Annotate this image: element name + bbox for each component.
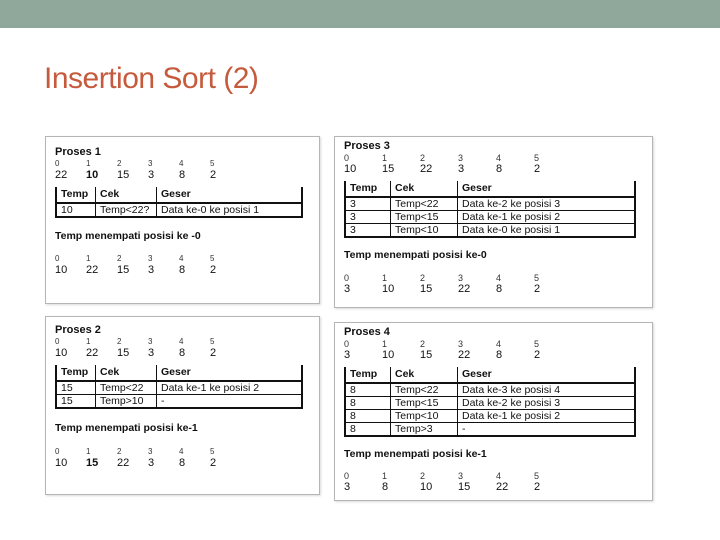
index-cell: 1: [86, 254, 91, 263]
index-cell: 5: [210, 447, 215, 456]
value-cell: 2: [534, 481, 541, 493]
cek-cell: Temp<15: [391, 397, 458, 410]
value-cell: 15: [117, 347, 130, 359]
value-cell: 10: [55, 264, 68, 276]
temp-cell: 8: [345, 410, 391, 423]
index-cell: 5: [534, 153, 540, 163]
temp-cell: 8: [345, 397, 391, 410]
array-before-row: [344, 163, 636, 175]
col-cek: Cek: [391, 367, 458, 383]
array-after-row: [55, 264, 303, 276]
index-cell: 2: [420, 339, 426, 349]
value-cell: 22: [117, 457, 130, 469]
index-row: [55, 253, 303, 264]
index-cell: 3: [148, 159, 153, 168]
value-cell-highlight: 15: [86, 457, 99, 469]
table-row: [56, 203, 302, 217]
index-cell: 4: [179, 254, 184, 263]
index-cell: 0: [344, 471, 350, 481]
value-cell: 22: [496, 481, 509, 493]
table-row: [345, 197, 635, 211]
cek-cell: Temp>3: [391, 423, 458, 437]
col-temp: Temp: [56, 365, 96, 381]
index-cell: 5: [534, 273, 540, 283]
index-cell: 3: [458, 273, 464, 283]
temp-cell: 3: [345, 224, 391, 238]
geser-cell: -: [157, 395, 303, 409]
table-row: [345, 410, 635, 423]
value-cell: 22: [458, 349, 471, 361]
index-cell: 1: [86, 337, 91, 346]
table-row: [345, 224, 635, 238]
cek-cell: Temp<22: [96, 381, 157, 395]
table-row: [345, 423, 635, 437]
index-cell: 4: [496, 273, 502, 283]
index-cell: 0: [344, 273, 350, 283]
cek-cell: Temp<22: [391, 197, 458, 211]
index-cell: 1: [382, 273, 388, 283]
value-cell: 2: [210, 457, 217, 469]
value-cell: 3: [458, 163, 465, 175]
geser-cell: Data ke-1 ke posisi 2: [458, 211, 636, 224]
array-after-row: [55, 457, 303, 469]
index-cell: 3: [148, 337, 153, 346]
index-cell: 0: [55, 159, 60, 168]
value-cell: 10: [344, 163, 357, 175]
value-cell: 15: [420, 283, 433, 295]
index-cell: 5: [210, 254, 215, 263]
value-cell: 10: [55, 457, 68, 469]
value-cell-highlight: 10: [86, 169, 99, 181]
array-before-row: [55, 169, 303, 181]
slide-title: Insertion Sort (2): [44, 62, 259, 95]
process-title: Proses 4: [344, 326, 390, 338]
steps-table: [55, 187, 303, 218]
value-cell: 3: [148, 347, 155, 359]
index-row: [55, 158, 303, 169]
value-cell: 8: [496, 349, 503, 361]
geser-cell: Data ke-1 ke posisi 2: [458, 410, 636, 423]
geser-cell: Data ke-3 ke posisi 4: [458, 383, 636, 397]
temp-cell: 10: [56, 203, 96, 217]
cek-cell: Temp<22?: [96, 203, 157, 217]
table-row: [56, 381, 302, 395]
value-cell: 2: [210, 264, 217, 276]
value-cell: 8: [179, 347, 186, 359]
index-cell: 5: [210, 159, 215, 168]
geser-cell: Data ke-2 ke posisi 3: [458, 397, 636, 410]
temp-cell: 15: [56, 395, 96, 409]
value-cell: 8: [179, 169, 186, 181]
index-cell: 1: [382, 339, 388, 349]
value-cell: 22: [420, 163, 433, 175]
conclusion-text: Temp menempati posisi ke-1: [344, 448, 487, 460]
index-cell: 5: [534, 471, 540, 481]
process-title: Proses 3: [344, 140, 390, 152]
index-row: [55, 336, 303, 347]
value-cell: 22: [458, 283, 471, 295]
index-cell: 0: [55, 254, 60, 263]
value-cell: 10: [382, 283, 395, 295]
index-cell: 2: [117, 337, 122, 346]
table-row: [56, 395, 302, 409]
table-header-row: [56, 365, 302, 381]
array-after-row: [344, 283, 636, 295]
cek-cell: Temp<10: [391, 410, 458, 423]
index-row: [344, 152, 636, 163]
value-cell: 22: [86, 347, 99, 359]
index-cell: 0: [344, 339, 350, 349]
index-cell: 2: [420, 273, 426, 283]
col-temp: Temp: [56, 187, 96, 203]
value-cell: 8: [179, 457, 186, 469]
value-cell: 2: [534, 283, 541, 295]
index-row: [55, 446, 303, 457]
index-cell: 0: [344, 153, 350, 163]
value-cell: 15: [420, 349, 433, 361]
value-cell: 15: [117, 169, 130, 181]
index-cell: 0: [55, 337, 60, 346]
col-temp: Temp: [345, 181, 391, 197]
col-geser: Geser: [458, 367, 636, 383]
value-cell: 15: [117, 264, 130, 276]
table-row: [345, 397, 635, 410]
value-cell: 2: [534, 349, 541, 361]
value-cell: 15: [458, 481, 471, 493]
proses-3-panel: [334, 136, 653, 308]
value-cell: 8: [496, 283, 503, 295]
table-row: [345, 211, 635, 224]
index-cell: 4: [496, 153, 502, 163]
index-cell: 1: [382, 471, 388, 481]
temp-cell: 8: [345, 423, 391, 437]
steps-table: [344, 181, 636, 238]
value-cell: 3: [344, 283, 351, 295]
index-cell: 4: [179, 159, 184, 168]
index-cell: 5: [534, 339, 540, 349]
col-cek: Cek: [96, 187, 157, 203]
index-cell: 3: [458, 339, 464, 349]
value-cell: 10: [420, 481, 433, 493]
geser-cell: Data ke-0 ke posisi 1: [458, 224, 636, 238]
steps-table: [55, 365, 303, 409]
index-cell: 4: [179, 337, 184, 346]
value-cell: 22: [55, 169, 68, 181]
table-row: [345, 383, 635, 397]
index-cell: 3: [458, 471, 464, 481]
index-cell: 1: [86, 159, 91, 168]
col-cek: Cek: [391, 181, 458, 197]
geser-cell: Data ke-2 ke posisi 3: [458, 197, 636, 211]
cek-cell: Temp<22: [391, 383, 458, 397]
value-cell: 3: [344, 481, 351, 493]
index-cell: 5: [210, 337, 215, 346]
proses-1-panel: [45, 136, 320, 304]
index-cell: 4: [496, 471, 502, 481]
value-cell: 10: [382, 349, 395, 361]
geser-cell: -: [458, 423, 636, 437]
index-cell: 0: [55, 447, 60, 456]
cek-cell: Temp<15: [391, 211, 458, 224]
value-cell: 3: [148, 264, 155, 276]
temp-cell: 15: [56, 381, 96, 395]
index-cell: 2: [117, 447, 122, 456]
index-cell: 2: [420, 471, 426, 481]
index-cell: 3: [458, 153, 464, 163]
value-cell: 8: [496, 163, 503, 175]
conclusion-text: Temp menempati posisi ke-1: [55, 422, 198, 434]
process-title: Proses 2: [55, 324, 101, 336]
value-cell: 8: [179, 264, 186, 276]
value-cell: 3: [148, 457, 155, 469]
cek-cell: Temp>10: [96, 395, 157, 409]
temp-cell: 3: [345, 197, 391, 211]
value-cell: 2: [210, 347, 217, 359]
index-cell: 3: [148, 254, 153, 263]
col-geser: Geser: [157, 365, 303, 381]
index-row: [344, 470, 636, 481]
array-after-row: [344, 481, 636, 493]
index-cell: 2: [117, 254, 122, 263]
table-header-row: [345, 367, 635, 383]
temp-cell: 8: [345, 383, 391, 397]
table-header-row: [345, 181, 635, 197]
proses-4-panel: [334, 322, 653, 501]
geser-cell: Data ke-0 ke posisi 1: [157, 203, 303, 217]
value-cell: 15: [382, 163, 395, 175]
col-cek: Cek: [96, 365, 157, 381]
proses-2-panel: [45, 316, 320, 495]
table-header-row: [56, 187, 302, 203]
value-cell: 3: [344, 349, 351, 361]
temp-cell: 3: [345, 211, 391, 224]
process-title: Proses 1: [55, 146, 101, 158]
index-cell: 1: [382, 153, 388, 163]
index-cell: 4: [179, 447, 184, 456]
index-row: [344, 272, 636, 283]
value-cell: 8: [382, 481, 389, 493]
cek-cell: Temp<10: [391, 224, 458, 238]
index-row: [344, 338, 636, 349]
index-cell: 3: [148, 447, 153, 456]
array-before-row: [55, 347, 303, 359]
col-geser: Geser: [458, 181, 636, 197]
index-cell: 4: [496, 339, 502, 349]
value-cell: 2: [534, 163, 541, 175]
value-cell: 22: [86, 264, 99, 276]
conclusion-text: Temp menempati posisi ke -0: [55, 230, 201, 242]
value-cell: 2: [210, 169, 217, 181]
conclusion-text: Temp menempati posisi ke-0: [344, 249, 487, 261]
value-cell: 10: [55, 347, 68, 359]
index-cell: 1: [86, 447, 91, 456]
array-before-row: [344, 349, 636, 361]
col-temp: Temp: [345, 367, 391, 383]
index-cell: 2: [117, 159, 122, 168]
value-cell: 3: [148, 169, 155, 181]
steps-table: [344, 367, 636, 437]
col-geser: Geser: [157, 187, 303, 203]
index-cell: 2: [420, 153, 426, 163]
top-banner: [0, 0, 720, 28]
geser-cell: Data ke-1 ke posisi 2: [157, 381, 303, 395]
